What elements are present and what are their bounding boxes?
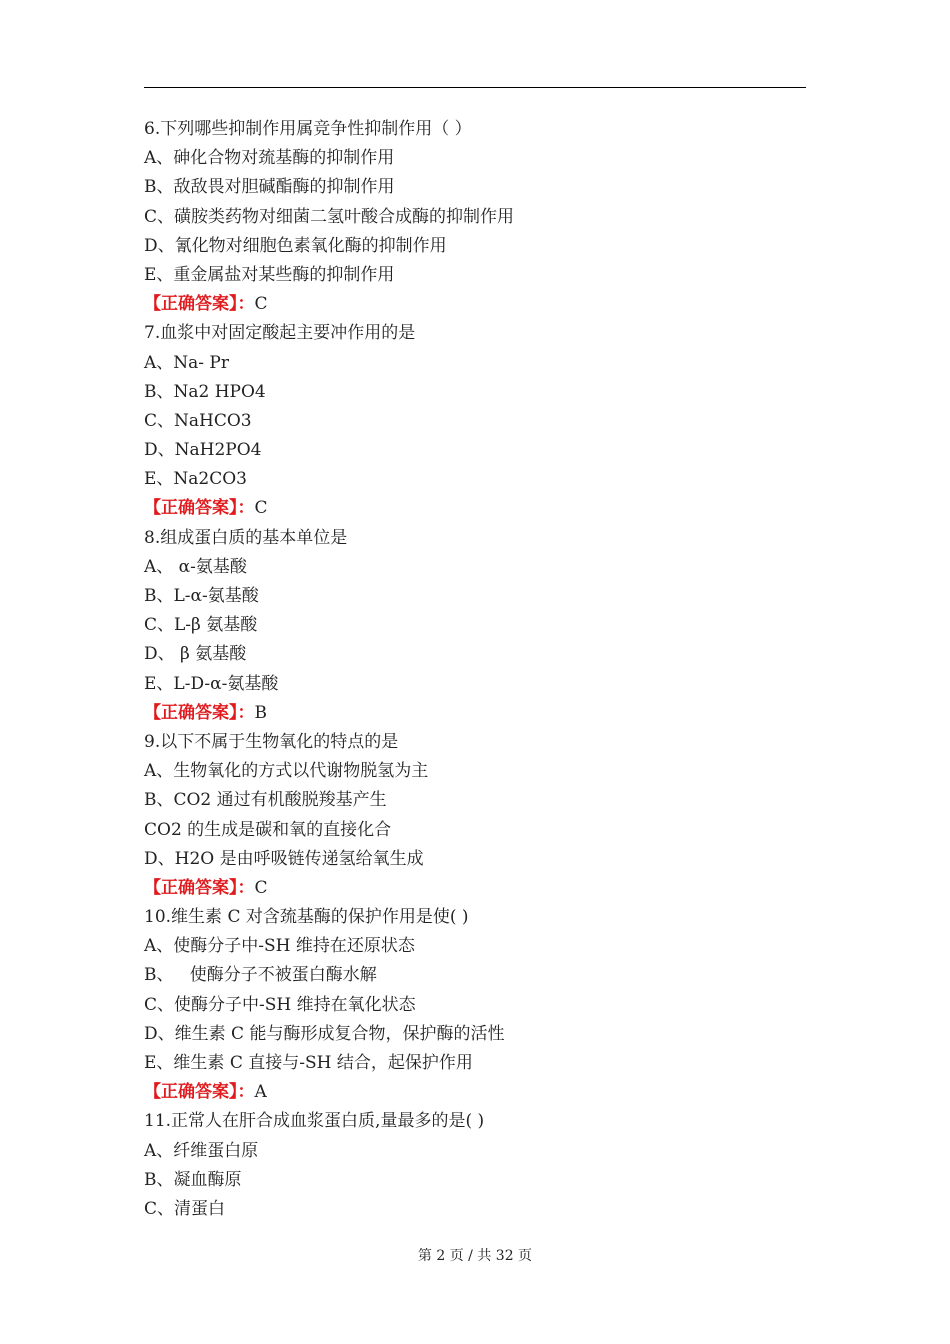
option-c: C、清蛋白 xyxy=(144,1198,226,1219)
option-a: A、砷化合物对巯基酶的抑制作用 xyxy=(144,148,395,169)
option-b: B、L-α-氨基酸 xyxy=(144,586,259,606)
option-b: B、凝血酶原 xyxy=(144,1169,242,1190)
answer-value: C xyxy=(254,877,268,898)
answer-line xyxy=(144,290,824,319)
option-e: E、重金属盐对某些酶的抑制作用 xyxy=(144,264,395,285)
answer-line xyxy=(144,494,824,523)
question-stem: 9.以下不属于生物氧化的特点的是 xyxy=(144,731,399,752)
page-footer: 第 2 页 / 共 32 页 xyxy=(417,1248,533,1264)
answer-value: C xyxy=(254,294,268,315)
option-d: D、NaH2PO4 xyxy=(144,440,262,461)
option-b: B、 使酶分子不被蛋白酶水解 xyxy=(144,965,377,986)
answer-label: 【正确答案】： xyxy=(144,498,255,519)
question-stem: 10.维生素 C 对含巯基酶的保护作用是使( ) xyxy=(144,907,469,928)
answer-line xyxy=(144,699,824,728)
answer-value: A xyxy=(254,1082,267,1103)
answer-line xyxy=(144,1078,824,1107)
option-d: D、维生素 C 能与酶形成复合物，保护酶的活性 xyxy=(144,1023,505,1044)
header-rule xyxy=(144,87,806,88)
option-d: D、H2O 是由呼吸链传递氢给氧生成 xyxy=(144,848,424,869)
option-c: C、使酶分子中-SH 维持在氧化状态 xyxy=(144,994,416,1015)
option-a: A、使酶分子中-SH 维持在还原状态 xyxy=(144,936,415,957)
option-a: A、纤维蛋白原 xyxy=(144,1140,259,1161)
question-stem: 11.正常人在肝合成血浆蛋白质,量最多的是( ) xyxy=(144,1111,485,1132)
answer-value: B xyxy=(254,702,267,723)
option-c: CO2 的生成是碳和氧的直接化合 xyxy=(144,819,392,840)
question-list xyxy=(144,115,824,1224)
option-e: E、维生素 C 直接与-SH 结合，起保护作用 xyxy=(144,1053,473,1073)
option-a: A、生物氧化的方式以代谢物脱氢为主 xyxy=(144,761,429,782)
option-c: C、磺胺类药物对细菌二氢叶酸合成酶的抑制作用 xyxy=(144,206,515,227)
answer-label: 【正确答案】： xyxy=(144,702,255,723)
option-a: A、 α-氨基酸 xyxy=(144,556,247,577)
option-e: E、L-D-α-氨基酸 xyxy=(144,673,279,694)
option-a: A、Na- Pr xyxy=(144,352,229,373)
option-d: D、 β 氨基酸 xyxy=(144,644,247,665)
option-d: D、氰化物对细胞色素氧化酶的抑制作用 xyxy=(144,235,447,256)
answer-line xyxy=(144,874,824,903)
answer-label: 【正确答案】： xyxy=(144,1082,255,1103)
question-stem: 8.组成蛋白质的基本单位是 xyxy=(144,527,348,548)
question-stem: 7.血浆中对固定酸起主要冲作用的是 xyxy=(144,323,416,344)
answer-value: C xyxy=(254,498,268,519)
answer-label: 【正确答案】： xyxy=(144,294,255,315)
option-b: B、敌敌畏对胆碱酯酶的抑制作用 xyxy=(144,177,395,198)
option-e: E、Na2CO3 xyxy=(144,469,247,490)
option-c: C、NaHCO3 xyxy=(144,410,252,431)
answer-label: 【正确答案】： xyxy=(144,877,255,898)
option-c: C、L-β 氨基酸 xyxy=(144,615,258,636)
option-b: B、Na2 HPO4 xyxy=(144,381,266,402)
question-stem: 6.下列哪些抑制作用属竞争性抑制作用（ ） xyxy=(144,119,472,139)
option-b: B、CO2 通过有机酸脱羧基产生 xyxy=(144,790,387,811)
